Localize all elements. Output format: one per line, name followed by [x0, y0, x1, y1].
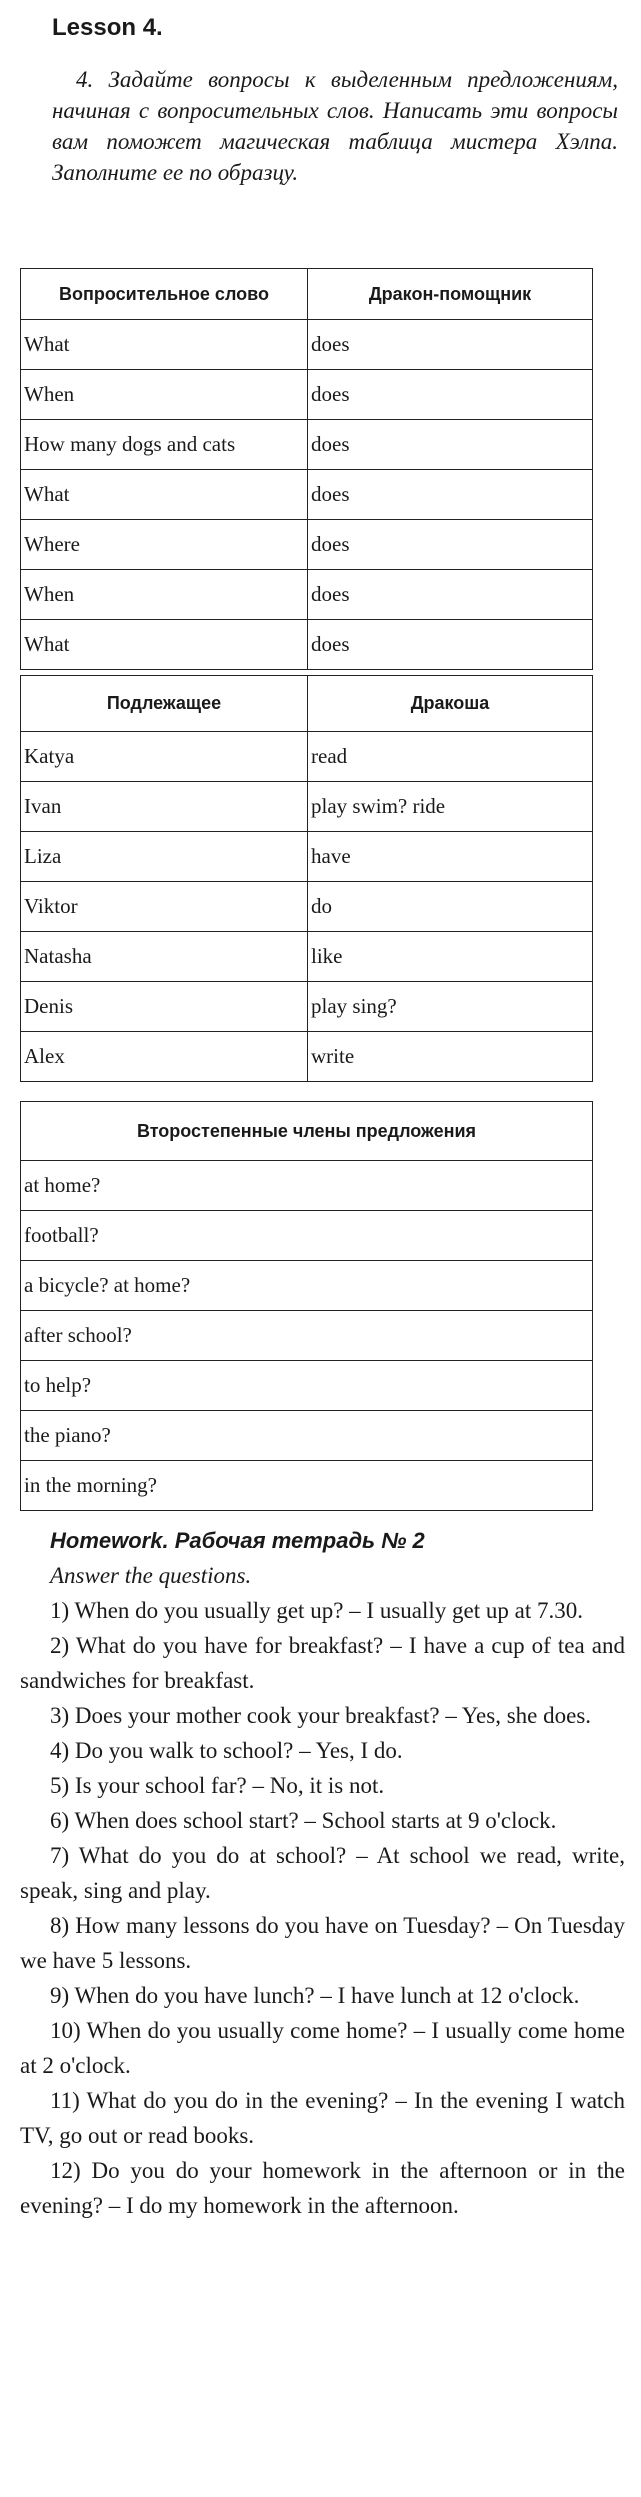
- helper-cell: does: [308, 420, 593, 470]
- table-row: [21, 1261, 593, 1311]
- question-word-cell: When: [21, 570, 308, 620]
- answer-item: 9) When do you have lunch? – I have lunch at 12 o'clock.: [50, 1983, 580, 2008]
- answer-item: 10) When do you usually come home? – I usually come home at 2 o'clock.: [20, 2018, 625, 2078]
- column-header: Дракон-помощник: [308, 269, 593, 320]
- verb-cell: play sing?: [308, 982, 593, 1032]
- verb-cell: do: [308, 882, 593, 932]
- subject-cell: Alex: [21, 1032, 308, 1082]
- table-row: [21, 932, 593, 982]
- table-row: [21, 620, 593, 670]
- question-word-cell: Where: [21, 520, 308, 570]
- subject-cell: Denis: [21, 982, 308, 1032]
- lesson-title: Lesson 4.: [52, 14, 163, 41]
- answer-item: 4) Do you walk to school? – Yes, I do.: [50, 1738, 403, 1763]
- table-row: [21, 1032, 593, 1082]
- table-row: [21, 782, 593, 832]
- subject-cell: Liza: [21, 832, 308, 882]
- verb-cell: like: [308, 932, 593, 982]
- answer-item: 1) When do you usually get up? – I usually get up at 7.30.: [50, 1598, 583, 1623]
- secondary-cell: after school?: [21, 1311, 593, 1361]
- table-header-row: [21, 676, 593, 732]
- column-header: Дракоша: [308, 676, 593, 732]
- table-row: [21, 1211, 593, 1261]
- table-row: [21, 370, 593, 420]
- secondary-cell: to help?: [21, 1361, 593, 1411]
- secondary-cell: the piano?: [21, 1411, 593, 1461]
- answer-item: 12) Do you do your homework in the afternoon or in the evening? – I do my homework in the afternoon.: [20, 2158, 625, 2218]
- table-row: [21, 832, 593, 882]
- helper-cell: does: [308, 470, 593, 520]
- question-word-cell: What: [21, 620, 308, 670]
- helper-cell: does: [308, 320, 593, 370]
- table-header-row: [21, 1102, 593, 1161]
- table-row: [21, 732, 593, 782]
- secondary-cell: in the morning?: [21, 1461, 593, 1511]
- table-row: [21, 1411, 593, 1461]
- subject-cell: Ivan: [21, 782, 308, 832]
- helper-cell: does: [308, 620, 593, 670]
- table-row: [21, 882, 593, 932]
- table-row: [21, 1361, 593, 1411]
- table-row: [21, 570, 593, 620]
- table-row: [21, 320, 593, 370]
- homework-title: Homework. Рабочая тетрадь № 2: [50, 1528, 425, 1553]
- subject-table: [20, 675, 593, 1082]
- secondary-cell: a bicycle? at home?: [21, 1261, 593, 1311]
- homework-instruction: Answer the questions.: [50, 1563, 252, 1588]
- question-word-table: [20, 268, 593, 670]
- subject-cell: Viktor: [21, 882, 308, 932]
- subject-cell: Natasha: [21, 932, 308, 982]
- secondary-cell: at home?: [21, 1161, 593, 1211]
- helper-cell: does: [308, 570, 593, 620]
- table-header-row: [21, 269, 593, 320]
- answer-item: 8) How many lessons do you have on Tuesday? – On Tuesday we have 5 lessons.: [20, 1913, 625, 1973]
- question-word-cell: What: [21, 320, 308, 370]
- verb-cell: write: [308, 1032, 593, 1082]
- subject-cell: Katya: [21, 732, 308, 782]
- column-header: Подлежащее: [21, 676, 308, 732]
- answer-item: 6) When does school start? – School starts at 9 o'clock.: [50, 1808, 557, 1833]
- table-row: [21, 982, 593, 1032]
- task-instructions: 4. Задайте вопросы к выделенным предложениям, начиная с вопросительных слов. Написать эти вопросы вам поможет магическая таблица мистера Хэлпа. Заполните ее по образцу.: [52, 67, 618, 185]
- column-header: Второстепенные члены предложения: [21, 1102, 593, 1161]
- table-row: [21, 1461, 593, 1511]
- answer-item: 7) What do you do at school? – At school we read, write, speak, sing and play.: [20, 1843, 625, 1903]
- question-word-cell: How many dogs and cats: [21, 420, 308, 470]
- secondary-cell: football?: [21, 1211, 593, 1261]
- helper-cell: does: [308, 370, 593, 420]
- answer-item: 3) Does your mother cook your breakfast? – Yes, she does.: [50, 1703, 592, 1728]
- answer-item: 5) Is your school far? – No, it is not.: [50, 1773, 385, 1798]
- verb-cell: read: [308, 732, 593, 782]
- verb-cell: play swim? ride: [308, 782, 593, 832]
- table-row: [21, 470, 593, 520]
- question-word-cell: What: [21, 470, 308, 520]
- homework-section: [20, 1523, 625, 2223]
- question-word-cell: When: [21, 370, 308, 420]
- column-header: Вопросительное слово: [21, 269, 308, 320]
- answer-item: 2) What do you have for breakfast? – I have a cup of tea and sandwiches for breakfast.: [20, 1633, 625, 1693]
- table-row: [21, 420, 593, 470]
- table-row: [21, 1311, 593, 1361]
- table-row: [21, 520, 593, 570]
- table-row: [21, 1161, 593, 1211]
- verb-cell: have: [308, 832, 593, 882]
- helper-cell: does: [308, 520, 593, 570]
- answer-item: 11) What do you do in the evening? – In the evening I watch TV, go out or read books.: [20, 2088, 625, 2148]
- secondary-members-table: [20, 1101, 593, 1511]
